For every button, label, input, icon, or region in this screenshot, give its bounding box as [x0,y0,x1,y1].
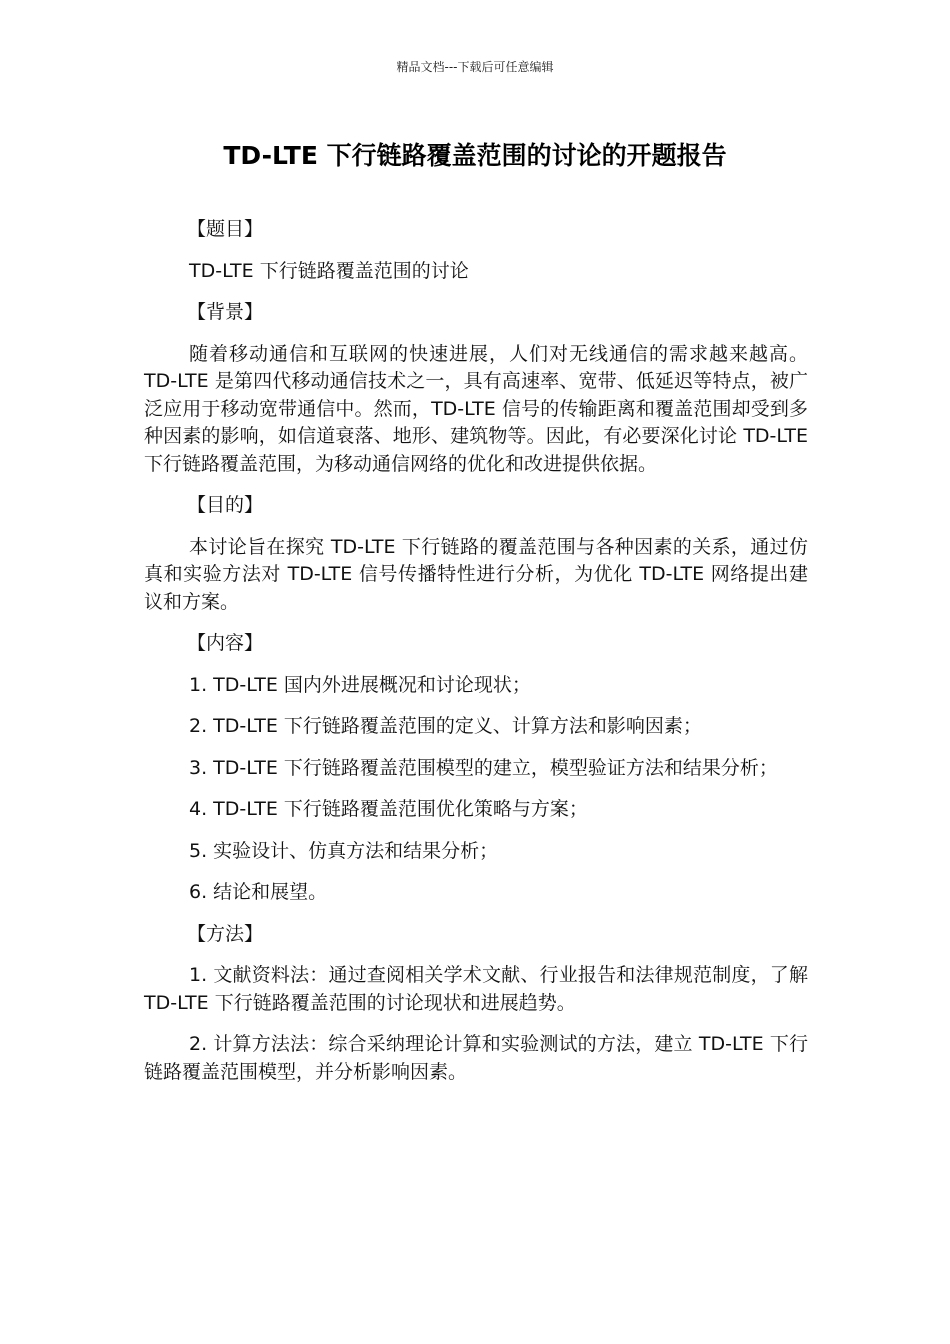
method-item: 1. 文献资料法：通过查阅相关学术文献、行业报告和法律规范制度，了解 TD-LTE 下行链路覆盖范围的讨论现状和进展趋势。 [144,964,808,1014]
topic-text: TD-LTE 下行链路覆盖范围的讨论 [189,259,469,282]
method-item: 2. 计算方法法：综合采纳理论计算和实验测试的方法，建立 TD-LTE 下行链路覆盖范围模型，并分析影响因素。 [144,1033,808,1083]
content-heading: 【内容】 [187,632,264,654]
document-body [144,216,808,1100]
content-item: 1. TD-LTE 国内外进展概况和讨论现状； [189,673,531,696]
header-note: 精品文档---下载后可任意编辑 [396,60,554,74]
background-heading: 【背景】 [187,301,264,323]
purpose-heading: 【目的】 [187,494,264,516]
method-heading: 【方法】 [187,922,264,945]
document-title: TD-LTE 下行链路覆盖范围的讨论的开题报告 [223,141,727,170]
content-item: 3. TD-LTE 下行链路覆盖范围模型的建立，模型验证方法和结果分析； [189,756,778,779]
content-item: 4. TD-LTE 下行链路覆盖范围优化策略与方案； [189,798,588,820]
purpose-text: 本讨论旨在探究 TD-LTE 下行链路的覆盖范围与各种因素的关系，通过仿真和实验方法对 TD-LTE 信号传播特性进行分析，为优化 TD-LTE 网络提出建议和方案。 [144,535,808,613]
content-item: 2. TD-LTE 下行链路覆盖范围的定义、计算方法和影响因素； [189,715,702,737]
topic-heading: 【题目】 [187,218,264,240]
background-text: 随着移动通信和互联网的快速进展，人们对无线通信的需求越来越高。TD-LTE 是第四代移动通信技术之一，具有高速率、宽带、低延迟等特点，被广泛应用于移动宽带通信中。然而，TD-LTE 信号的传输距离和覆盖范围却受到多种因素的影响，如信道衰落、地形、建筑物等。因此，有必要深化讨论 TD-LTE 下行链路覆盖范围，为移动通信网络的优化和改进提供依据。 [144,342,808,475]
content-item: 6. 结论和展望。 [189,881,328,903]
content-item: 5. 实验设计、仿真方法和结果分析； [189,839,499,862]
